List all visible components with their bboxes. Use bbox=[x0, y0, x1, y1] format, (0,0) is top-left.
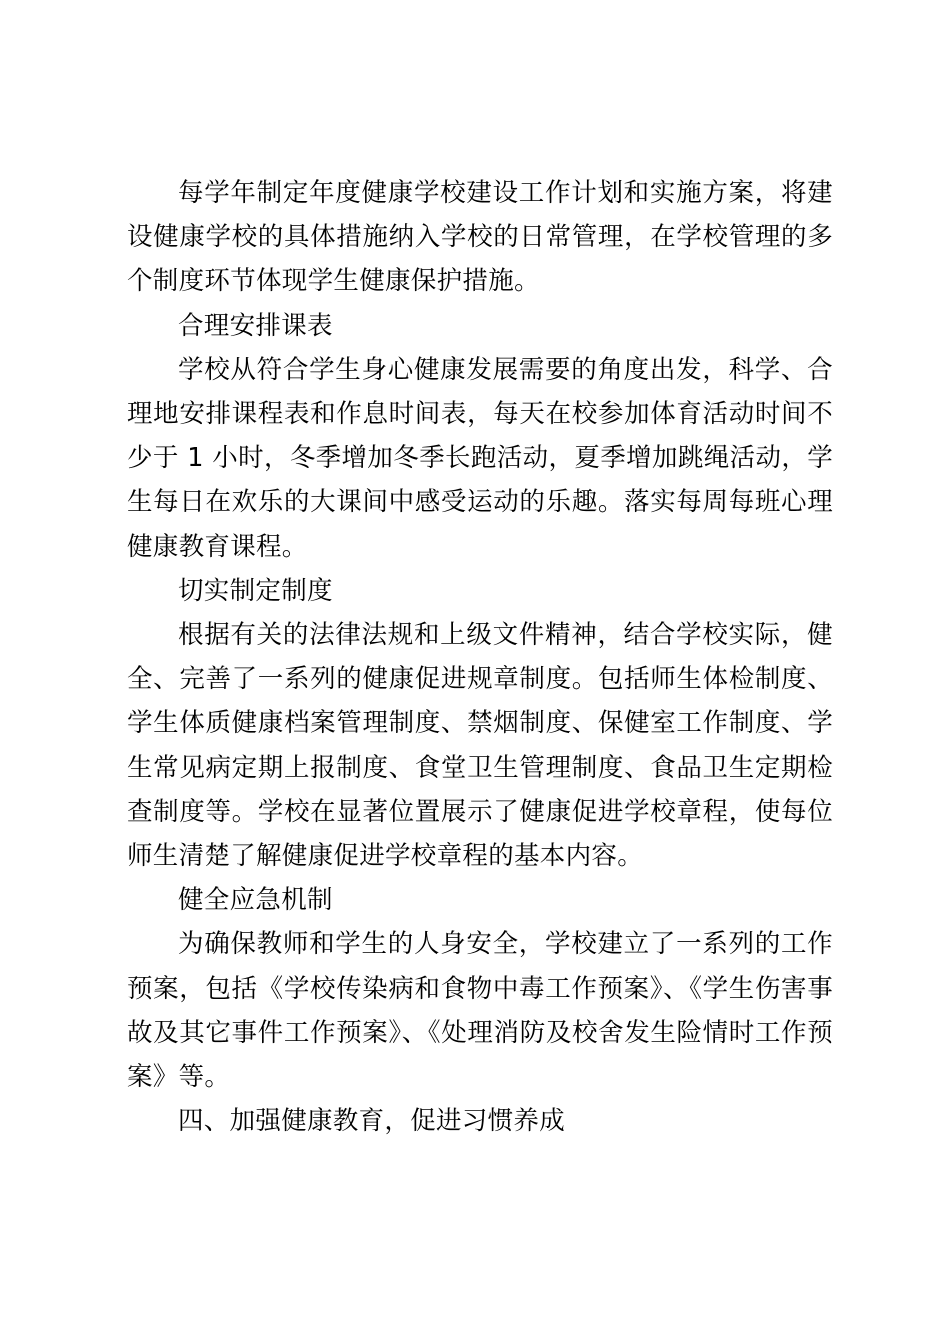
heading-emergency: 健全应急机制 bbox=[178, 885, 333, 916]
paragraph-rules: 根据有关的法律法规和上级文件精神，结合学校实际，健全、完善了一系列的健康促进规章制度。包括师生体检制度、学生体质健康档案管理制度、禁烟制度、保健室工作制度、学生常见病定期上报制度、食堂卫生管理制度、食品卫生定期检查制度等。学校在显著位置展示了健康促进学校章程，使每位师生清楚了解健康促进学校章程的基本内容。 bbox=[127, 620, 833, 872]
heading-rules: 切实制定制度 bbox=[178, 575, 333, 606]
section-title-health-education: 四、加强健康教育，促进习惯养成 bbox=[178, 1106, 566, 1137]
paragraph-emergency: 为确保教师和学生的人身安全，学校建立了一系列的工作预案，包括《学校传染病和食物中毒工作预案》、《学生伤害事故及其它事件工作预案》、《处理消防及校舍发生险情时工作预案》等。 bbox=[127, 929, 833, 1093]
paragraph-schedule: 学校从符合学生身心健康发展需要的角度出发，科学、合理地安排课程表和作息时间表，每天在校参加体育活动时间不少于 1 小时，冬季增加冬季长跑活动，夏季增加跳绳活动，学生每日在欢乐的大课间中感受运动的乐趣。落实每周每班心理健康教育课程。 bbox=[127, 354, 833, 562]
paragraph-plan: 每学年制定年度健康学校建设工作计划和实施方案，将建设健康学校的具体措施纳入学校的日常管理，在学校管理的多个制度环节体现学生健康保护措施。 bbox=[127, 178, 833, 297]
document-body bbox=[127, 171, 833, 1143]
heading-schedule: 合理安排课表 bbox=[178, 310, 333, 341]
